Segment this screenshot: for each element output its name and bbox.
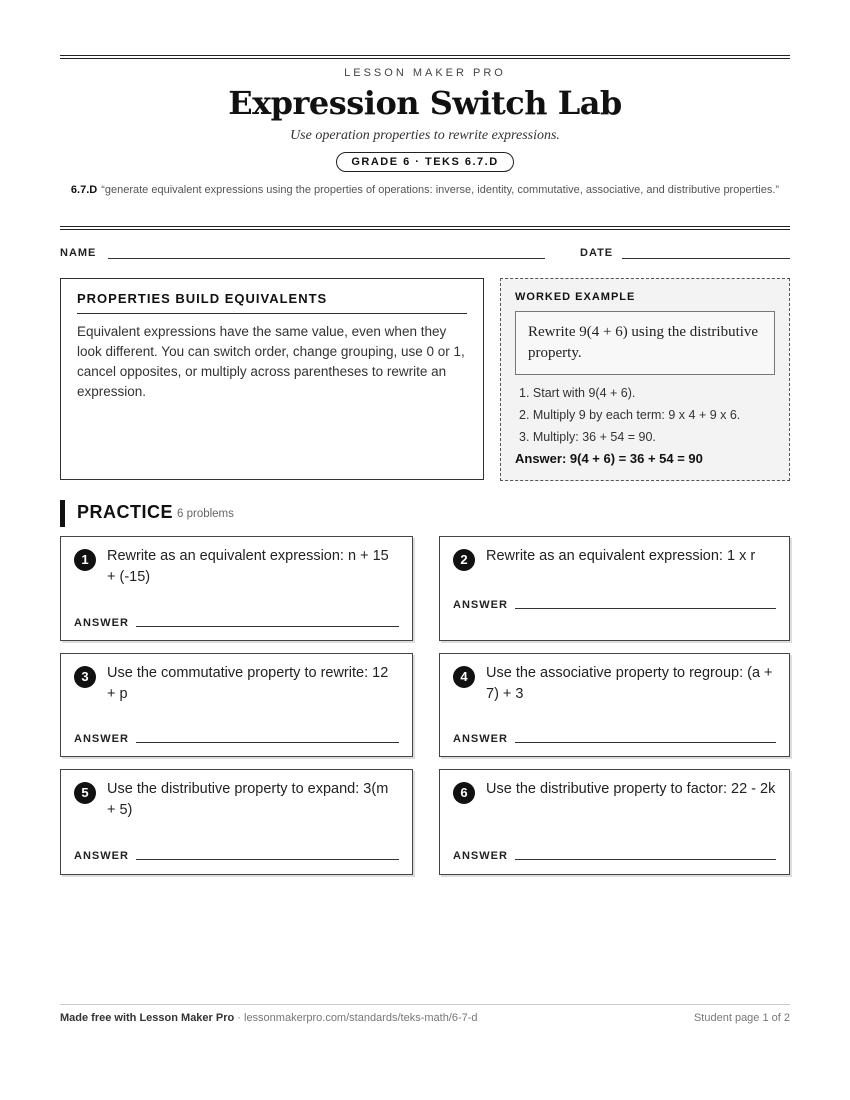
- problem-number: 4: [453, 666, 475, 688]
- brand-name: LESSON MAKER PRO: [344, 67, 506, 79]
- problem-card-3: [60, 653, 413, 757]
- problem-text: Use the associative property to regroup: (a + 7) + 3: [486, 665, 773, 702]
- problem-card-5: [60, 769, 413, 875]
- worked-example-steps: [515, 382, 775, 448]
- practice-count: 6 problems: [177, 508, 234, 520]
- worked-example-step: 3. Multiply: 36 + 54 = 90.: [519, 430, 656, 444]
- problem-card-4: [439, 653, 790, 757]
- footer-credit: [60, 1012, 478, 1024]
- header-top-rule: [60, 55, 790, 56]
- problem-card-1: [60, 536, 413, 641]
- name-label: NAME: [60, 247, 97, 259]
- standard-text: “generate equivalent expressions using the properties of operations: inverse, identity, commutative, associative, and distributive properties.”: [101, 184, 780, 196]
- properties-title: PROPERTIES BUILD EQUIVALENTS: [77, 291, 467, 314]
- date-field[interactable]: [622, 258, 790, 259]
- standard-code: 6.7.D: [70, 184, 98, 196]
- answer-label: ANSWER: [74, 733, 129, 745]
- answer-label: ANSWER: [453, 733, 508, 745]
- worked-example-problem: Rewrite 9(4 + 6) using the distributive property.: [515, 311, 775, 375]
- worked-example-step: 1. Start with 9(4 + 6).: [519, 386, 636, 400]
- footer-made-with: Made free with Lesson Maker Pro: [60, 1012, 235, 1024]
- answer-label: ANSWER: [453, 850, 508, 862]
- problem-text: Rewrite as an equivalent expression: n + 15 + (-15): [107, 548, 389, 585]
- answer-field[interactable]: [136, 859, 399, 860]
- problem-number: 1: [74, 549, 96, 571]
- problem-text: Use the distributive property to expand: 3(m + 5): [107, 781, 389, 818]
- page-title: Expression Switch Lab: [228, 84, 622, 122]
- answer-field[interactable]: [136, 742, 399, 743]
- problem-number: 6: [453, 782, 475, 804]
- date-label: DATE: [580, 247, 614, 259]
- problem-text: Use the distributive property to factor: 22 - 2k: [486, 781, 776, 797]
- header-bottom-rule-inner: [60, 229, 790, 230]
- problem-text: Rewrite as an equivalent expression: 1 x r: [486, 548, 756, 564]
- problem-card-6: [439, 769, 790, 875]
- worked-example-title: WORKED EXAMPLE: [515, 291, 636, 303]
- problem-number: 5: [74, 782, 96, 804]
- grade-badge: GRADE 6 · TEKS 6.7.D: [336, 152, 513, 172]
- answer-label: ANSWER: [453, 599, 508, 611]
- answer-field[interactable]: [515, 608, 776, 609]
- name-field[interactable]: [108, 258, 545, 259]
- grade-badge-container: [60, 152, 790, 172]
- footer-rule: [60, 1004, 790, 1005]
- header-bottom-rule: [60, 226, 790, 227]
- standard-description: [60, 182, 790, 198]
- worked-example-answer: Answer: 9(4 + 6) = 36 + 54 = 90: [515, 451, 703, 466]
- header-top-rule-inner: [60, 58, 790, 59]
- footer-separator: ·: [234, 1012, 244, 1024]
- answer-label: ANSWER: [74, 617, 129, 629]
- worked-example-box: [500, 278, 790, 481]
- footer-page-number: Student page 1 of 2: [693, 1012, 790, 1024]
- problem-number: 2: [453, 549, 475, 571]
- properties-box: [60, 278, 484, 480]
- problem-card-2: [439, 536, 790, 641]
- answer-field[interactable]: [515, 859, 776, 860]
- answer-field[interactable]: [515, 742, 776, 743]
- practice-title: PRACTICE: [77, 502, 174, 522]
- worked-example-step: 2. Multiply 9 by each term: 9 x 4 + 9 x 6.: [519, 408, 741, 422]
- problem-text: Use the commutative property to rewrite: 12 + p: [107, 665, 389, 702]
- practice-accent-bar: [60, 500, 65, 527]
- answer-label: ANSWER: [74, 850, 129, 862]
- problem-number: 3: [74, 666, 96, 688]
- footer-url[interactable]: lessonmakerpro.com/standards/teks-math/6-7-d: [244, 1012, 478, 1024]
- properties-body: Equivalent expressions have the same value, even when they look different. You can switch order, change grouping, use 0 or 1, cancel opposites, or multiply across parentheses to rewrite an expression.: [77, 324, 465, 399]
- answer-field[interactable]: [136, 626, 399, 627]
- page-subtitle: Use operation properties to rewrite expressions.: [290, 128, 560, 143]
